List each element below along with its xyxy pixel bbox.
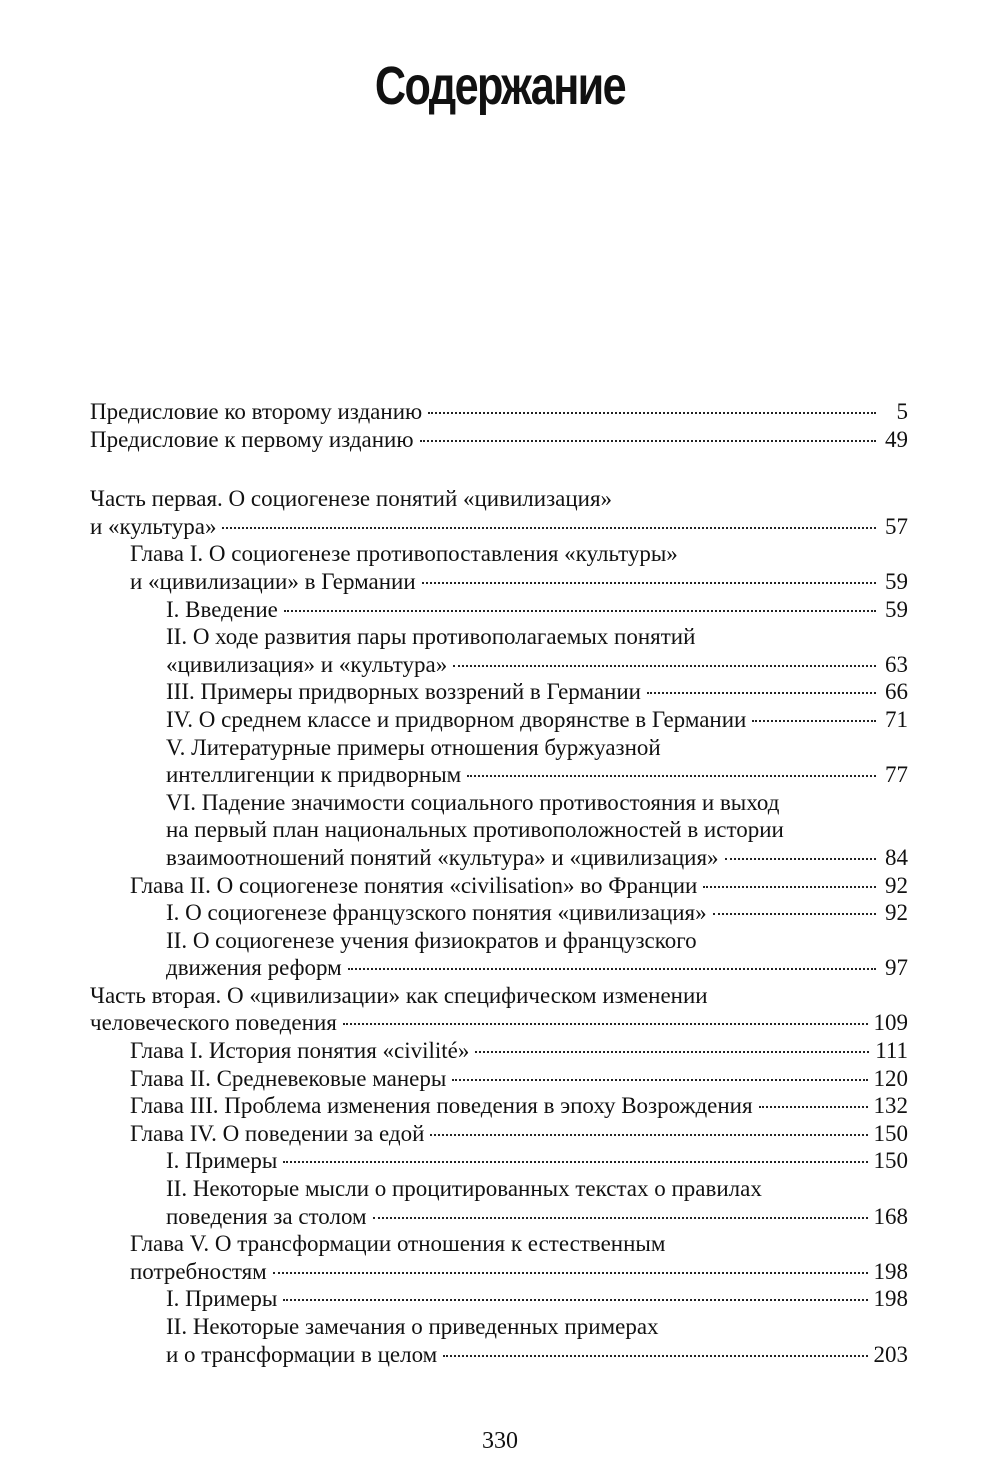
dot-leader	[222, 527, 876, 529]
dot-leader	[343, 1023, 868, 1025]
dot-leader	[475, 1051, 869, 1053]
toc-entry-line: II. О социогенезе учения физиократов и французского	[166, 927, 697, 953]
toc-entry-row	[166, 678, 908, 706]
toc-entry-line: Глава III. Проблема изменения поведения в эпоху Возрождения	[130, 1093, 753, 1119]
toc-entry-line: II. Некоторые мысли о процитированных текстах о правилах	[166, 1176, 762, 1202]
toc-entry-line: I. Введение	[166, 596, 278, 622]
toc-entry-row	[130, 1258, 908, 1286]
toc-page-number: 63	[885, 651, 908, 677]
dot-leader	[373, 1217, 868, 1219]
toc-entry-line: «цивилизация» и «культура»	[166, 651, 448, 677]
toc-entry-row	[90, 398, 908, 426]
toc-entry-row	[130, 1065, 908, 1093]
toc-entry-row	[166, 1147, 908, 1175]
toc-entry	[166, 596, 908, 624]
dot-leader	[443, 1355, 867, 1357]
toc-entry-line: II. О ходе развития пары противополагаемых понятий	[166, 624, 696, 650]
toc-page-number: 49	[885, 426, 908, 452]
toc-entry-line: человеческого поведения	[90, 1010, 337, 1036]
toc-entry-line: взаимоотношений понятий «культура» и «цивилизация»	[166, 844, 719, 870]
dot-leader	[759, 1106, 868, 1108]
toc-page-number: 168	[873, 1203, 908, 1229]
toc-entry-row	[166, 1341, 908, 1369]
toc-entry	[130, 1092, 908, 1120]
toc-entry-line: Часть первая. О социогенезе понятий «цивилизация»	[90, 486, 613, 512]
toc-entry-line: Глава I. История понятия «civilité»	[130, 1038, 470, 1064]
toc-page-number: 109	[873, 1010, 908, 1036]
toc-entry	[166, 623, 908, 678]
dot-leader	[467, 775, 876, 777]
dot-leader	[703, 886, 876, 888]
toc-entry-row	[166, 1203, 908, 1231]
toc-page-number: 198	[873, 1286, 908, 1312]
toc-entry	[166, 927, 908, 982]
toc-page-number: 92	[885, 900, 908, 926]
toc-entry-row	[130, 1037, 908, 1065]
toc-entry	[130, 872, 908, 900]
toc-page-number: 59	[885, 568, 908, 594]
toc-entry	[166, 678, 908, 706]
toc-entry	[166, 1313, 908, 1368]
toc-entry-row	[90, 426, 908, 454]
toc-entry-line: III. Примеры придворных воззрений в Германии	[166, 679, 641, 705]
toc-entry-line: интеллигенции к придворным	[166, 762, 462, 788]
toc-entry-line: Глава IV. О поведении за едой	[130, 1120, 425, 1146]
toc-entry	[130, 1065, 908, 1093]
toc-entry-line: и «культура»	[90, 513, 217, 539]
toc-page-number: 92	[885, 872, 908, 898]
toc-entry	[166, 899, 908, 927]
toc-entry-row	[166, 761, 908, 789]
toc-entry-line: I. О социогенезе французского понятия «цивилизация»	[166, 900, 707, 926]
toc-entry	[166, 1285, 908, 1313]
toc-entry-row	[166, 596, 908, 624]
toc-page-number: 203	[873, 1341, 908, 1367]
dot-leader	[283, 1299, 867, 1301]
dot-leader	[284, 610, 876, 612]
toc-page-number: 71	[885, 706, 908, 732]
toc-entry-line: поведения за столом	[166, 1203, 367, 1229]
toc-entry	[130, 1037, 908, 1065]
toc-page-number: 66	[885, 679, 908, 705]
toc-entry	[166, 789, 908, 872]
toc-entry-row	[166, 844, 908, 872]
dot-leader	[283, 1161, 867, 1163]
toc-entry-line: I. Примеры	[166, 1148, 278, 1174]
dot-leader	[452, 1079, 867, 1081]
dot-leader	[430, 1134, 867, 1136]
toc-entry-line: Глава V. О трансформации отношения к естественным	[130, 1231, 666, 1257]
toc-entry-line: и «цивилизации» в Германии	[130, 568, 416, 594]
dot-leader	[420, 440, 876, 442]
toc-entry-row	[130, 872, 908, 900]
toc-entry	[130, 1230, 908, 1285]
toc-entry	[166, 706, 908, 734]
toc-entry	[130, 1120, 908, 1148]
toc-page-number: 97	[885, 955, 908, 981]
toc-entry-row	[130, 1120, 908, 1148]
toc-entry-line: V. Литературные примеры отношения буржуазной	[166, 734, 661, 760]
toc-page-number: 84	[885, 844, 908, 870]
toc-entry-row	[166, 954, 908, 982]
toc-entry-row	[166, 651, 908, 679]
toc-page-number: 198	[873, 1258, 908, 1284]
toc-entry-line: Предисловие к первому изданию	[90, 426, 414, 452]
toc-entry-row	[166, 706, 908, 734]
page-number: 330	[482, 1428, 518, 1454]
toc-entry	[166, 1175, 908, 1230]
table-of-contents	[90, 398, 908, 1368]
toc-page-number: 150	[873, 1148, 908, 1174]
toc-page-number: 57	[885, 513, 908, 539]
toc-entry-row	[130, 568, 908, 596]
dot-leader	[348, 968, 876, 970]
toc-entry	[90, 485, 908, 540]
toc-entry-line: I. Примеры	[166, 1286, 278, 1312]
dot-leader	[273, 1272, 868, 1274]
toc-entry-line: Глава II. О социогенезе понятия «civilisation» во Франции	[130, 872, 698, 898]
toc-page-number: 150	[873, 1120, 908, 1146]
dot-leader	[453, 665, 876, 667]
toc-entry-row	[166, 1285, 908, 1313]
toc-page-number: 132	[873, 1093, 908, 1119]
toc-page-number: 59	[885, 596, 908, 622]
toc-entry	[90, 982, 908, 1037]
dot-leader	[428, 412, 876, 414]
dot-leader	[725, 858, 876, 860]
toc-entry-line: Глава I. О социогенезе противопоставления «культуры»	[130, 541, 678, 567]
toc-page-number: 5	[896, 399, 908, 424]
toc-entry-row	[166, 899, 908, 927]
dot-leader	[422, 582, 876, 584]
page-title: Содержание	[374, 56, 626, 116]
toc-entry	[90, 426, 908, 454]
toc-entry-row	[90, 513, 908, 541]
toc-entry	[90, 398, 908, 426]
dot-leader	[647, 692, 876, 694]
toc-entry-line: Глава II. Средневековые манеры	[130, 1065, 447, 1091]
toc-entry-row	[90, 1009, 908, 1037]
toc-page-number: 77	[885, 762, 908, 788]
toc-entry-line: IV. О среднем классе и придворном дворянстве в Германии	[166, 706, 747, 732]
toc-entry-line: движения реформ	[166, 955, 342, 981]
dot-leader	[752, 720, 876, 722]
dot-leader	[713, 913, 876, 915]
toc-entry-line: потребностям	[130, 1258, 267, 1284]
toc-entry-line: Предисловие ко второму изданию	[90, 399, 423, 424]
toc-entry	[166, 734, 908, 789]
toc-entry-row	[130, 1092, 908, 1120]
toc-page-number: 111	[875, 1038, 908, 1064]
toc-page-number: 120	[873, 1065, 908, 1091]
toc-entry-line: VI. Падение значимости социального противостояния и выход	[166, 789, 780, 815]
toc-entry-line: и о трансформации в целом	[166, 1341, 438, 1367]
toc-entry-line: Часть вторая. О «цивилизации» как специфическом изменении	[90, 982, 708, 1008]
toc-entry-line: II. Некоторые замечания о приведенных примерах	[166, 1314, 659, 1339]
toc-entry	[166, 1147, 908, 1175]
toc-entry	[130, 540, 908, 595]
toc-entry-line: на первый план национальных противоположностей в истории	[166, 817, 784, 843]
